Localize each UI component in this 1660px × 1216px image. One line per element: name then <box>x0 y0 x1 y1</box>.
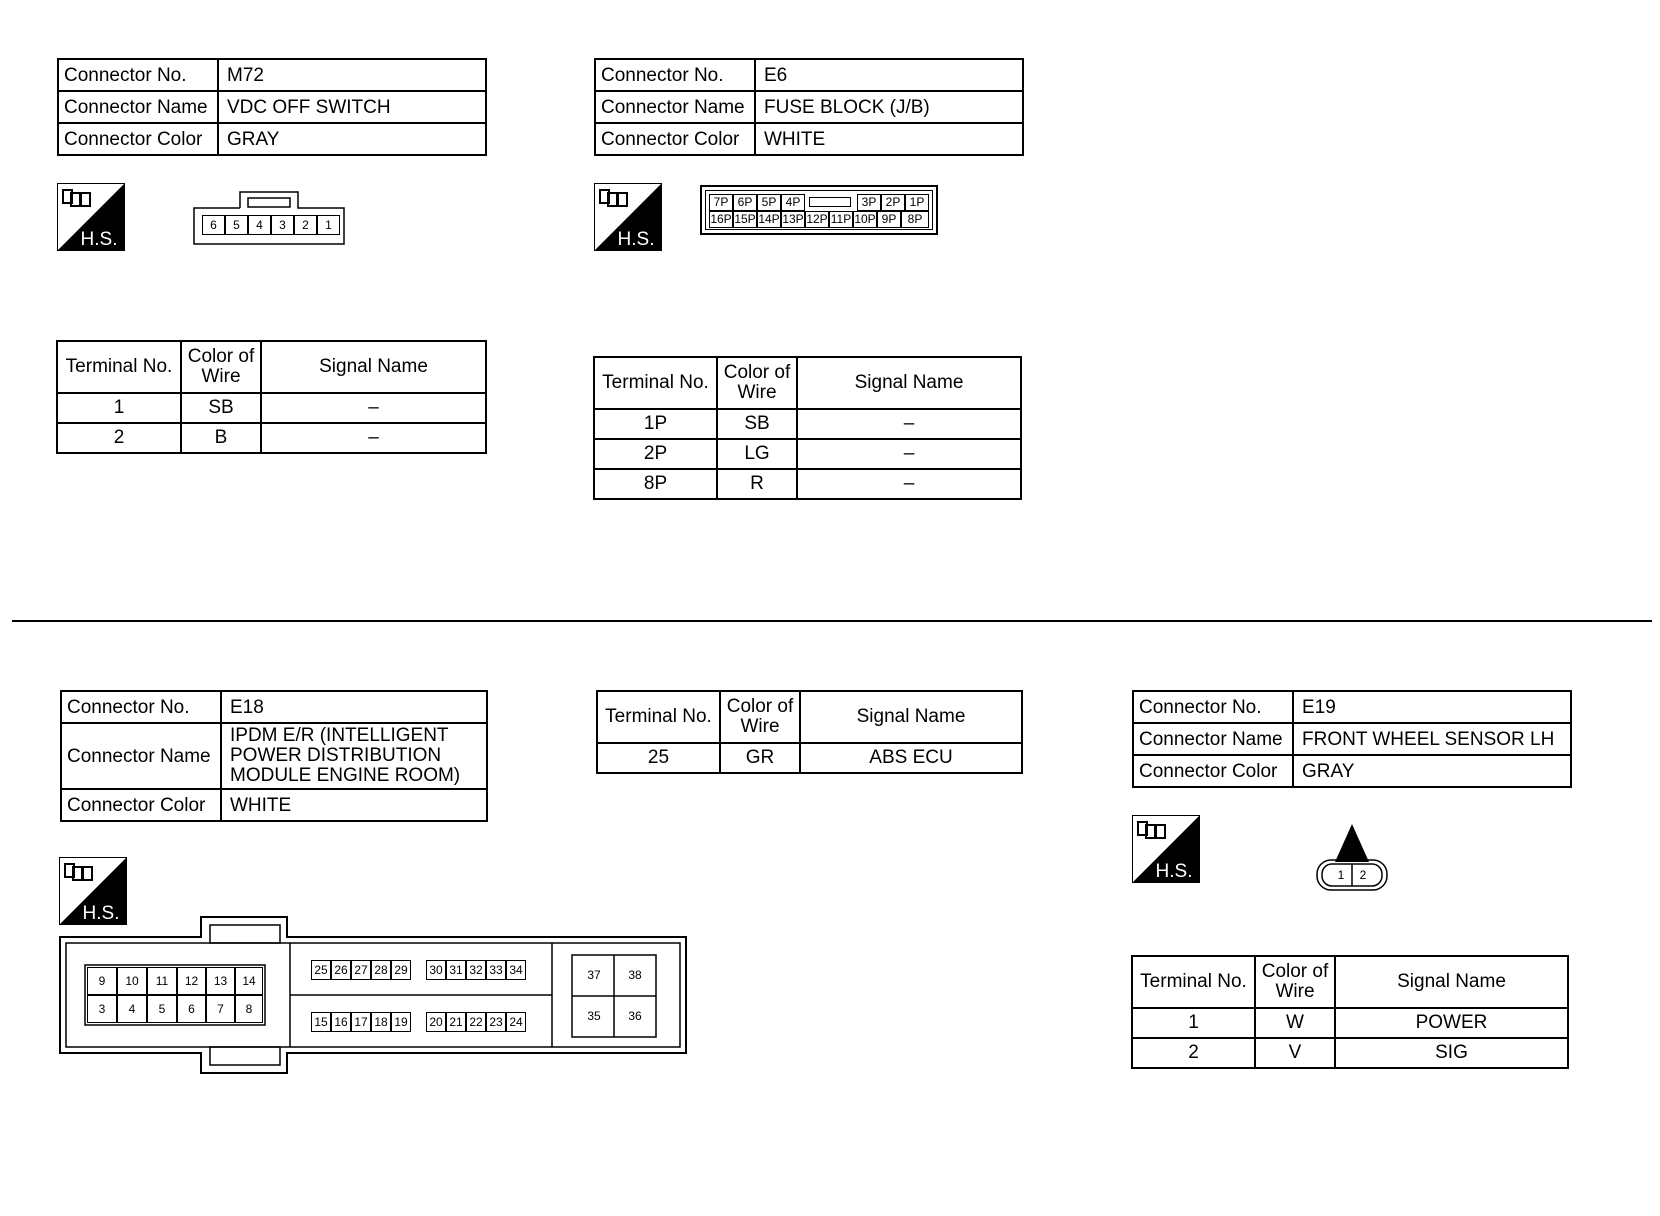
terminal-cell: 1 <box>1132 1008 1255 1038</box>
label-connector-color: Connector Color <box>595 123 755 155</box>
label-connector-color: Connector Color <box>58 123 218 155</box>
e18-pin: 8 <box>235 995 263 1023</box>
e18-pin: 23 <box>486 1012 506 1032</box>
wire-cell: SB <box>181 393 261 423</box>
wire-cell: B <box>181 423 261 453</box>
e6-pin: 15P <box>734 212 756 226</box>
e18-pin: 13 <box>206 967 235 995</box>
connector-name-line: POWER DISTRIBUTION <box>230 745 442 766</box>
e6-connector-face <box>700 185 938 235</box>
wire-cell: W <box>1255 1008 1335 1038</box>
e6-pin: 2P <box>881 194 905 211</box>
header-terminal-no: Terminal No. <box>1132 956 1255 1008</box>
signal-cell: – <box>797 439 1021 469</box>
e18-pin: 15 <box>311 1012 331 1032</box>
section-divider <box>12 620 1652 622</box>
e18-pin: 28 <box>371 960 391 980</box>
e6-terminal-table <box>593 356 1022 500</box>
e6-pin: 8P <box>901 211 929 228</box>
e6-connector-info <box>594 58 1024 156</box>
label-connector-color: Connector Color <box>61 789 221 821</box>
svg-text:H.S.: H.S. <box>617 229 655 250</box>
e6-pin: 11P <box>830 212 852 226</box>
connector-color-value: WHITE <box>755 123 1023 155</box>
e18-pin: 31 <box>446 960 466 980</box>
e18-pin: 18 <box>371 1012 391 1032</box>
e6-pin: 6P <box>733 194 757 211</box>
e18-pin: 27 <box>351 960 371 980</box>
terminal-cell: 25 <box>597 743 720 773</box>
label-connector-no: Connector No. <box>595 59 755 91</box>
header-color-of-wire: Color of Wire <box>1255 956 1335 1008</box>
e18-connector-face <box>58 915 688 1075</box>
e18-pin: 21 <box>446 1012 466 1032</box>
table-row <box>57 423 486 453</box>
e18-pin: 30 <box>426 960 446 980</box>
e18-pin: 14 <box>235 967 263 995</box>
e18-pin: 16 <box>331 1012 351 1032</box>
terminal-cell: 2 <box>57 423 181 453</box>
e18-pin: 36 <box>628 1009 642 1023</box>
m72-connector-face <box>192 190 346 246</box>
e6-pin: 3P <box>857 194 881 211</box>
header-signal-name: Signal Name <box>261 341 486 393</box>
e18-pin: 3 <box>87 995 117 1023</box>
table-row <box>1132 1008 1568 1038</box>
m72-pin: 1 <box>317 215 340 235</box>
e19-connector-face <box>1315 822 1389 892</box>
e6-pin: 7P <box>709 194 733 211</box>
e18-pin: 4 <box>117 995 147 1023</box>
e18-pin: 9 <box>87 967 117 995</box>
terminal-cell: 1 <box>57 393 181 423</box>
e6-pin: 1P <box>905 194 929 211</box>
e6-pin: 14P <box>758 212 780 226</box>
signal-cell: POWER <box>1335 1008 1568 1038</box>
wire-cell: LG <box>717 439 797 469</box>
e18-pin: 26 <box>331 960 351 980</box>
label-connector-no: Connector No. <box>58 59 218 91</box>
e6-pin: 16P <box>710 212 732 226</box>
e18-pin: 25 <box>311 960 331 980</box>
label-connector-name: Connector Name <box>1133 723 1293 755</box>
label-connector-color: Connector Color <box>1133 755 1293 787</box>
e19-connector-info <box>1132 690 1572 788</box>
svg-text:H.S.: H.S. <box>82 903 120 924</box>
m72-pin: 3 <box>271 215 294 235</box>
e18-pin: 29 <box>391 960 411 980</box>
e6-pin: 13P <box>782 212 804 226</box>
header-signal-name: Signal Name <box>1335 956 1568 1008</box>
wire-cell: SB <box>717 409 797 439</box>
e19-pin: 1 <box>1337 868 1345 882</box>
header-color-of-wire: Color of Wire <box>181 341 261 393</box>
wire-cell: R <box>717 469 797 499</box>
table-row <box>594 439 1021 469</box>
connector-name-value: FUSE BLOCK (J/B) <box>755 91 1023 123</box>
connector-name-value <box>221 723 487 789</box>
e18-pin: 6 <box>177 995 206 1023</box>
signal-cell: – <box>797 409 1021 439</box>
header-color-of-wire: Color of Wire <box>720 691 800 743</box>
connector-color-value: GRAY <box>1293 755 1571 787</box>
e18-pin: 22 <box>466 1012 486 1032</box>
label-connector-name: Connector Name <box>58 91 218 123</box>
m72-pin: 5 <box>225 215 248 235</box>
harness-side-icon <box>57 183 125 251</box>
harness-side-icon <box>1132 815 1200 883</box>
header-signal-name: Signal Name <box>797 357 1021 409</box>
e18-pin: 35 <box>587 1009 601 1023</box>
connector-no-value: E19 <box>1293 691 1571 723</box>
e18-pin: 19 <box>391 1012 411 1032</box>
header-terminal-no: Terminal No. <box>594 357 717 409</box>
header-color-of-wire: Color of Wire <box>717 357 797 409</box>
table-row <box>597 743 1022 773</box>
table-row <box>594 409 1021 439</box>
e18-connector-info <box>60 690 488 822</box>
header-signal-name: Signal Name <box>800 691 1022 743</box>
e18-pin: 34 <box>506 960 526 980</box>
e6-pin: 12P <box>806 212 828 226</box>
e19-pin: 2 <box>1359 868 1367 882</box>
e6-key-slot <box>809 197 851 207</box>
signal-cell: – <box>797 469 1021 499</box>
connector-color-value: WHITE <box>221 789 487 821</box>
table-row <box>594 469 1021 499</box>
connector-color-value: GRAY <box>218 123 486 155</box>
signal-cell: ABS ECU <box>800 743 1022 773</box>
m72-connector-info <box>57 58 487 156</box>
signal-cell: SIG <box>1335 1038 1568 1068</box>
e6-pin: 10P <box>854 212 876 226</box>
label-connector-no: Connector No. <box>61 691 221 723</box>
svg-text:H.S.: H.S. <box>80 229 118 250</box>
wire-cell: V <box>1255 1038 1335 1068</box>
connector-no-value: E18 <box>221 691 487 723</box>
terminal-cell: 2 <box>1132 1038 1255 1068</box>
e18-terminal-table <box>596 690 1023 774</box>
e18-pin: 10 <box>117 967 147 995</box>
e18-pin: 20 <box>426 1012 446 1032</box>
e18-pin: 5 <box>147 995 177 1023</box>
m72-pin: 6 <box>202 215 225 235</box>
label-connector-name: Connector Name <box>595 91 755 123</box>
m72-pin: 4 <box>248 215 271 235</box>
connector-name-value: VDC OFF SWITCH <box>218 91 486 123</box>
label-connector-no: Connector No. <box>1133 691 1293 723</box>
terminal-cell: 2P <box>594 439 717 469</box>
terminal-cell: 8P <box>594 469 717 499</box>
harness-side-icon <box>594 183 662 251</box>
connector-no-value: M72 <box>218 59 486 91</box>
e6-pin: 9P <box>877 211 901 228</box>
connector-name-line: IPDM E/R (INTELLIGENT <box>230 725 449 746</box>
svg-text:H.S.: H.S. <box>1155 861 1193 882</box>
e18-pin: 17 <box>351 1012 371 1032</box>
e18-pin: 37 <box>587 968 601 982</box>
e18-pin: 33 <box>486 960 506 980</box>
table-row <box>57 393 486 423</box>
signal-cell: – <box>261 393 486 423</box>
connector-name-line: MODULE ENGINE ROOM) <box>230 765 461 786</box>
e6-pin: 5P <box>757 194 781 211</box>
e18-pin: 38 <box>628 968 642 982</box>
e18-pin: 7 <box>206 995 235 1023</box>
connector-no-value: E6 <box>755 59 1023 91</box>
terminal-cell: 1P <box>594 409 717 439</box>
header-terminal-no: Terminal No. <box>597 691 720 743</box>
m72-terminal-table <box>56 340 487 454</box>
e19-terminal-table <box>1131 955 1569 1069</box>
e18-pin: 24 <box>506 1012 526 1032</box>
e18-pin: 11 <box>147 967 177 995</box>
e6-pin: 4P <box>781 194 805 211</box>
e18-pin: 12 <box>177 967 206 995</box>
e18-pin: 32 <box>466 960 486 980</box>
label-connector-name: Connector Name <box>61 723 221 789</box>
signal-cell: – <box>261 423 486 453</box>
table-row <box>1132 1038 1568 1068</box>
wire-cell: GR <box>720 743 800 773</box>
m72-pin: 2 <box>294 215 317 235</box>
header-terminal-no: Terminal No. <box>57 341 181 393</box>
connector-name-value: FRONT WHEEL SENSOR LH <box>1293 723 1571 755</box>
